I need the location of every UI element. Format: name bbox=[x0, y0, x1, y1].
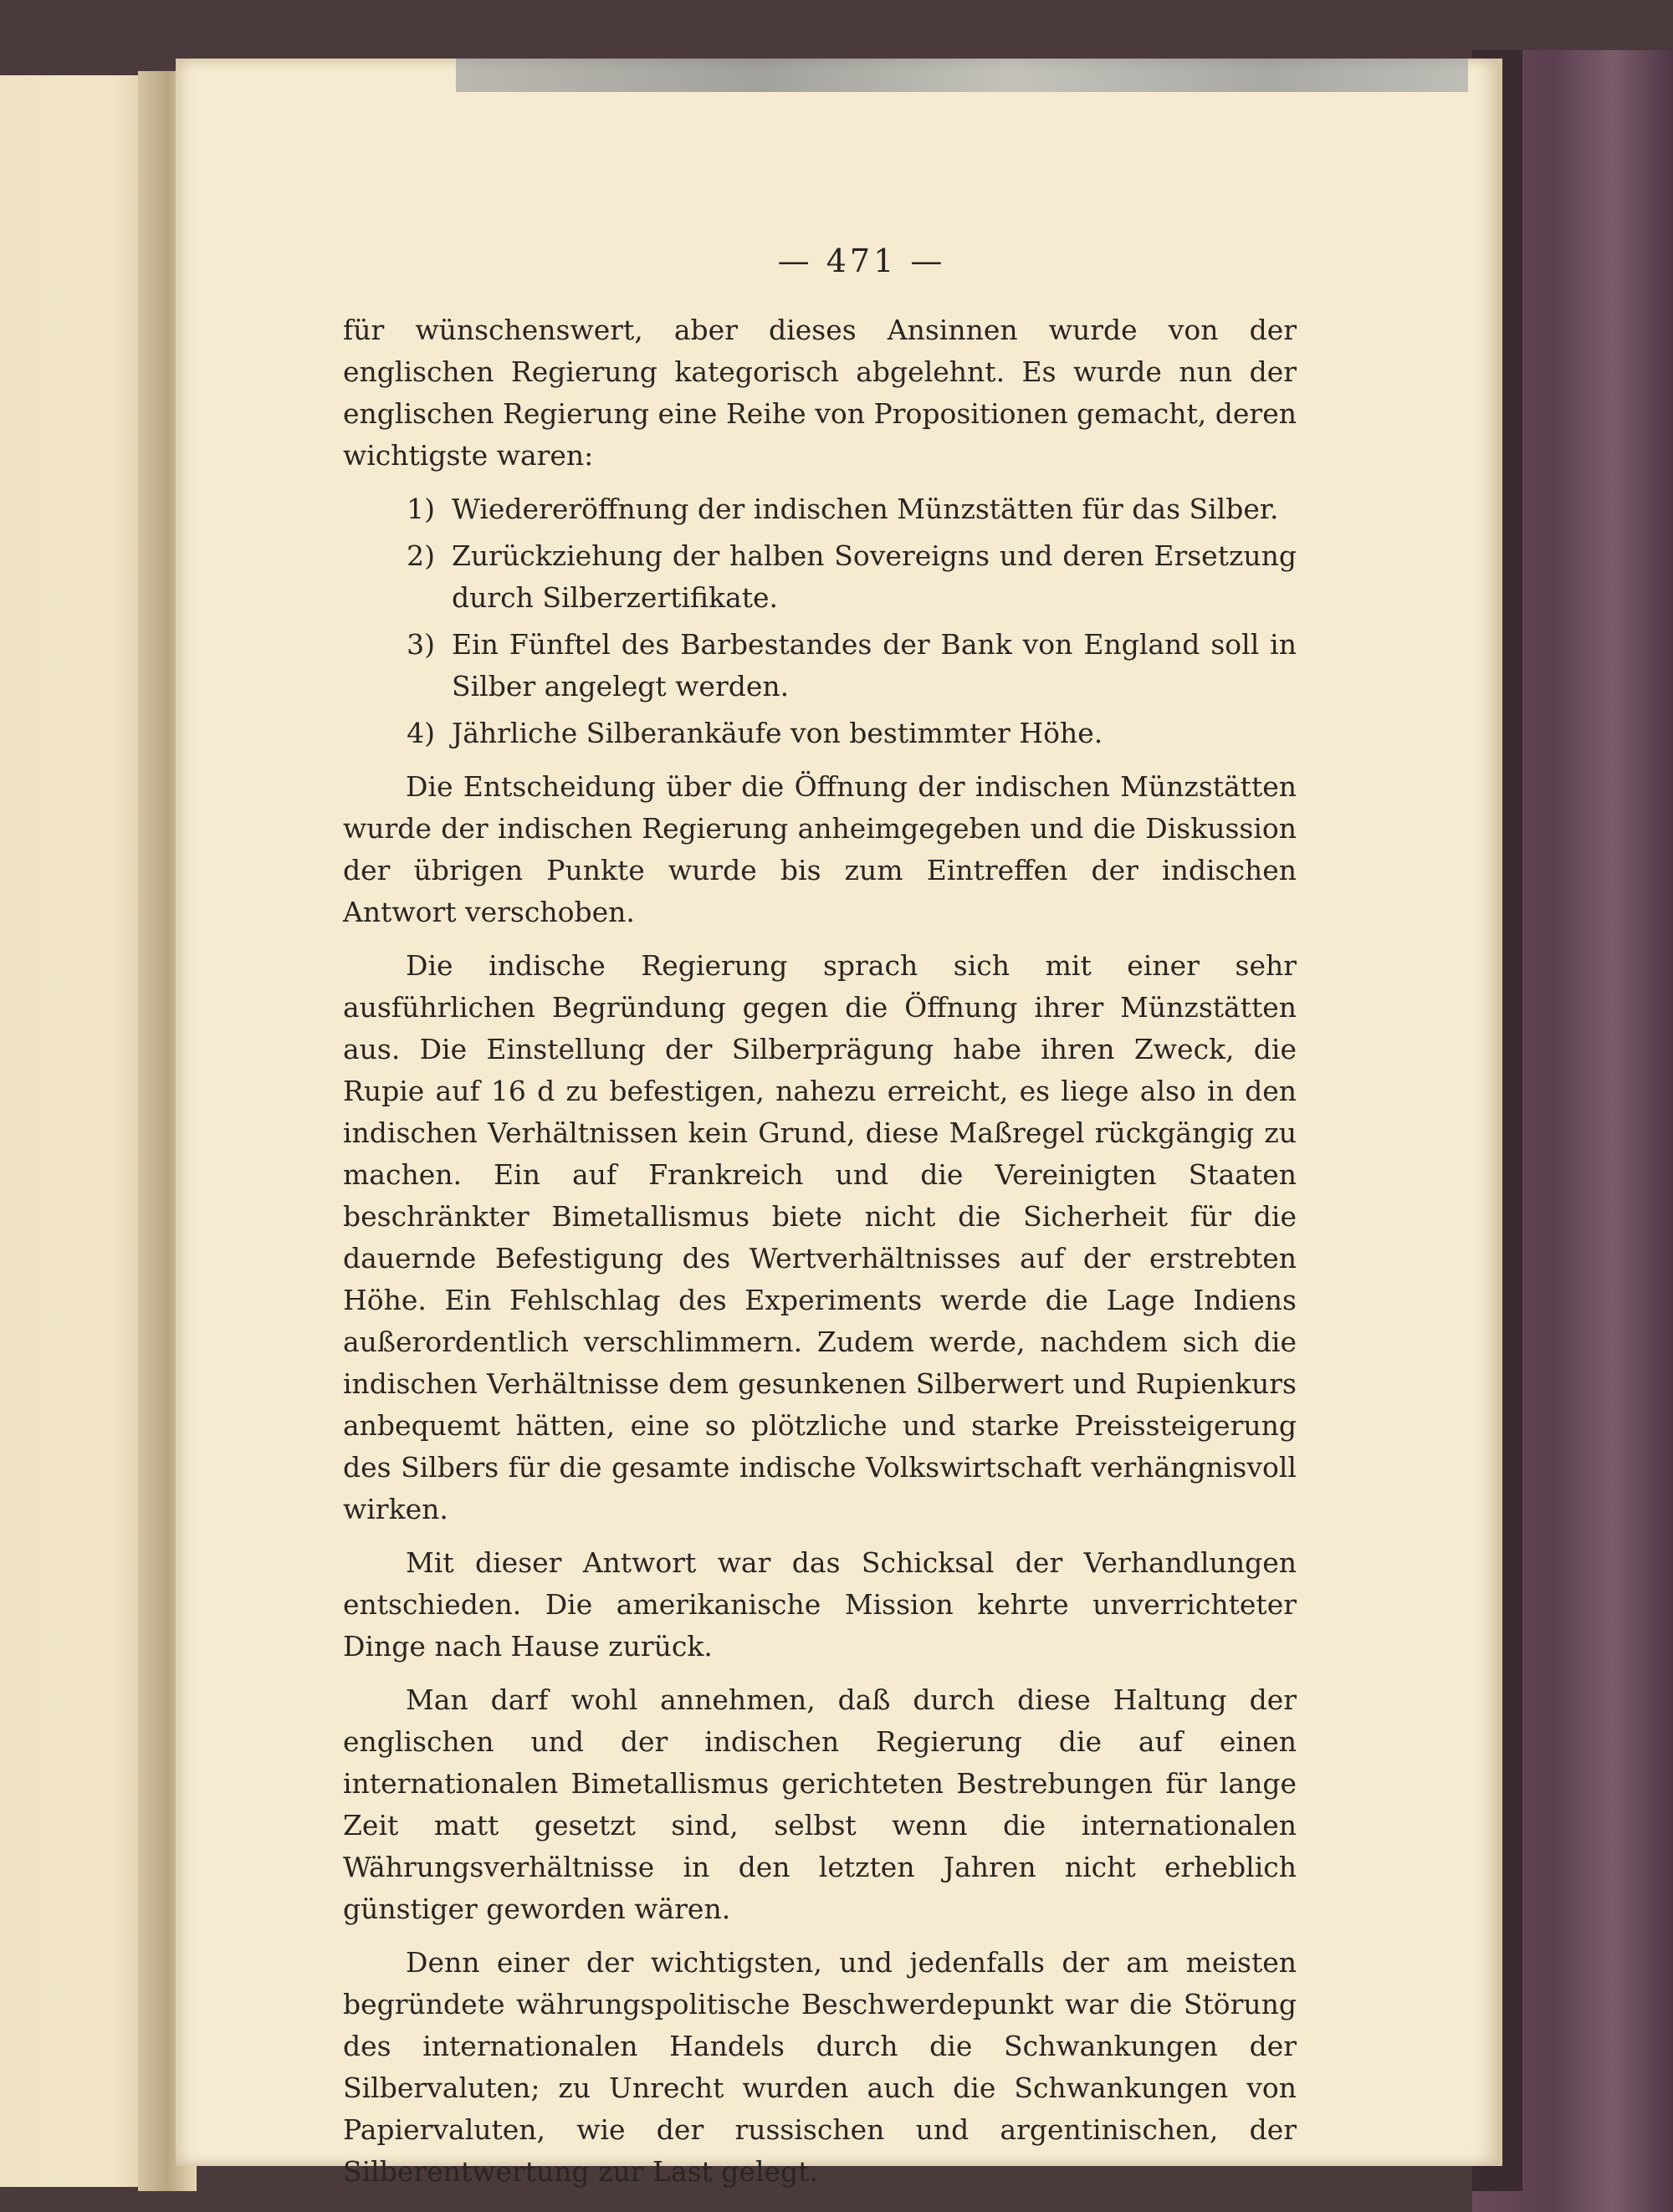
left-page-edge bbox=[0, 75, 159, 2187]
list-text: Zurückziehung der halben Sovereigns und deren Ersetzung durch Silberzertifikate. bbox=[452, 539, 1297, 614]
list-text: Wiedereröffnung der indischen Münzstätten für das Silber. bbox=[452, 493, 1279, 525]
list-text: Ein Fünftel des Barbestandes der Bank von England soll in Silber angelegt werden. bbox=[452, 628, 1297, 702]
list-number: 2) bbox=[407, 539, 435, 572]
list-number: 3) bbox=[407, 628, 435, 661]
list-item bbox=[343, 713, 1297, 754]
page-number: — 471 — bbox=[777, 243, 946, 279]
paragraph: Mit dieser Antwort war das Schicksal der Verhandlungen entschieden. Die amerikanische Mission kehrte unverrichteter Dinge nach Hause zurück. bbox=[343, 1546, 1297, 1663]
list-item bbox=[343, 624, 1297, 708]
paragraph: Denn einer der wichtigsten, und jedenfalls der am meisten begründete währungspolitische Beschwerdepunkt war die Störung des internationalen Handels durch die Schwankungen der Silbervaluten; zu Unrecht wurden auch die Schwankungen von Papiervaluten, wie der russischen und argentinischen, der Silberentwertung zur Last gelegt. bbox=[343, 1946, 1297, 2188]
list-text: Jährliche Silberankäufe von bestimmter Höhe. bbox=[452, 717, 1103, 749]
list-item bbox=[343, 488, 1297, 530]
opening-paragraph: für wünschenswert, aber dieses Ansinnen wurde von der englischen Regierung kategorisch abgelehnt. Es wurde nun der englischen Regierung eine Reihe von Propositionen gemacht, deren wichtigste waren: bbox=[343, 314, 1297, 472]
paragraph: Man darf wohl annehmen, daß durch diese Haltung der englischen und der indischen Regierung die auf einen internationalen Bimetallismus gerichteten Bestrebungen für lange Zeit matt gesetzt sind, selbst wenn die internationalen Währungsverhältnisse in den letzten Jahren nicht erheblich günstiger geworden wären. bbox=[343, 1683, 1297, 1925]
list-item bbox=[343, 535, 1297, 619]
paragraph: Die Entscheidung über die Öffnung der indischen Münzstätten wurde der indischen Regierung anheimgegeben und die Diskussion der übrigen Punkte wurde bis zum Eintreffen der indischen Antwort verschoben. bbox=[343, 770, 1297, 928]
list-number: 1) bbox=[407, 493, 435, 525]
page-text bbox=[343, 309, 1297, 2204]
list-number: 4) bbox=[407, 717, 435, 749]
marbled-edge bbox=[456, 59, 1468, 92]
paragraph: Die indische Regierung sprach sich mit einer sehr ausführlichen Begründung gegen die Öffnung ihrer Münzstätten aus. Die Einstellung der Silberprägung habe ihren Zweck, die Rupie auf 16 d zu befestigen, nahezu erreicht, es liege also in den indischen Verhältnissen kein Grund, diese Maßregel rückgängig zu machen. Ein auf Frankreich und die Vereinigten Staaten beschränkter Bimetallismus biete nicht die Sicherheit für die dauernde Befestigung des Wertverhältnisses auf der erstrebten Höhe. Ein Fehlschlag des Experiments werde die Lage Indiens außerordentlich verschlimmern. Zudem werde, nachdem sich die indischen Verhältnisse dem gesunkenen Silberwert und Rupienkurs anbequemt hätten, eine so plötzliche und starke Preissteigerung des Silbers für die gesamte indische Volkswirtschaft verhängnisvoll wirken. bbox=[343, 949, 1297, 1525]
